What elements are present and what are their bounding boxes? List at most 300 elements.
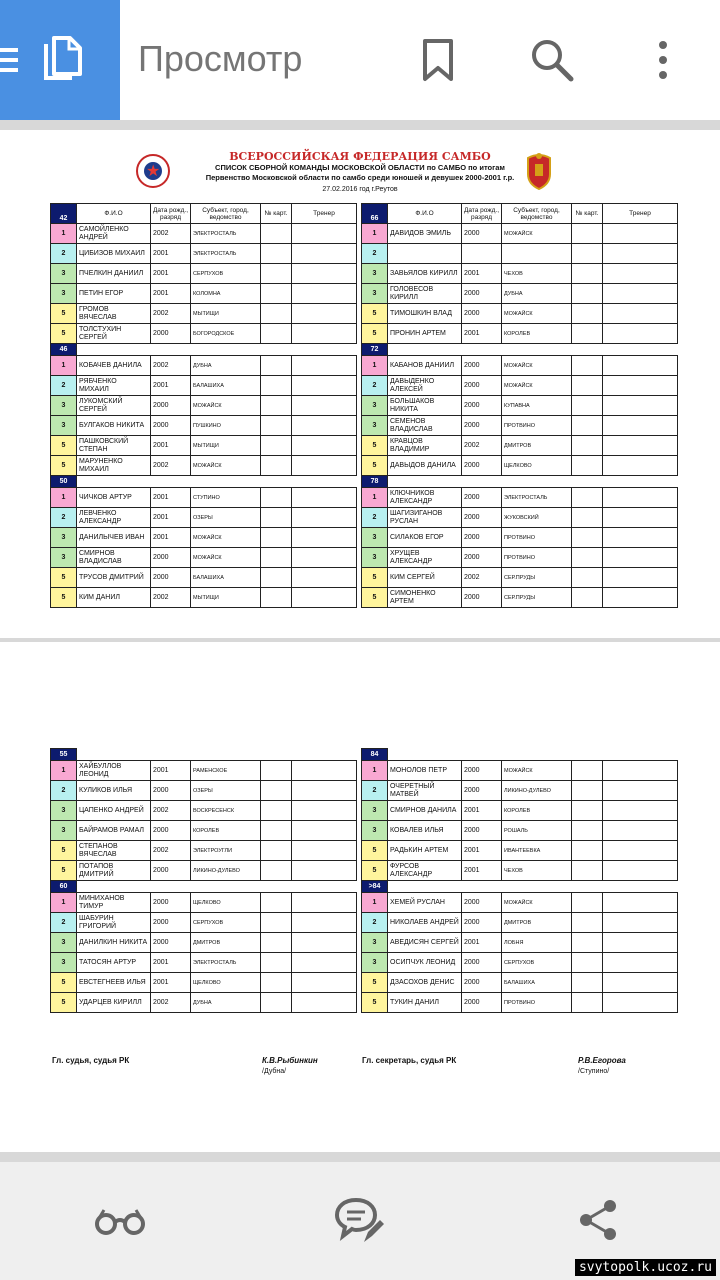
table-row bbox=[362, 893, 678, 913]
place-cell: 1 bbox=[362, 761, 388, 781]
athlete-name-cell: ЛУКОМСКИЙ СЕРГЕЙ bbox=[77, 396, 151, 416]
card-cell bbox=[572, 396, 603, 416]
table-row bbox=[51, 416, 357, 436]
place-cell: 1 bbox=[51, 356, 77, 376]
drawer-button-area[interactable] bbox=[0, 0, 120, 120]
city-cell: ПУШКИНО bbox=[191, 416, 261, 436]
table-row bbox=[362, 436, 678, 456]
birth-year-cell: 2001 bbox=[462, 801, 502, 821]
table-row bbox=[51, 953, 357, 973]
place-cell: 5 bbox=[51, 973, 77, 993]
city-cell: ПРОТВИНО bbox=[502, 548, 572, 568]
athlete-name-cell: КОВАЛЕВ ИЛЬЯ bbox=[388, 821, 462, 841]
birth-year-cell: 2002 bbox=[151, 993, 191, 1013]
athlete-name-cell: ЕВСТЕГНЕЕВ ИЛЬЯ bbox=[77, 973, 151, 993]
city-cell: БАЛАШИХА bbox=[502, 973, 572, 993]
city-cell: ДУБНА bbox=[191, 993, 261, 1013]
coach-cell bbox=[292, 264, 357, 284]
weight-class-label: 60 bbox=[51, 881, 77, 893]
card-cell bbox=[261, 861, 292, 881]
bookmark-icon[interactable] bbox=[422, 38, 454, 82]
column-header-subject: Субъект, город, ведомство bbox=[502, 204, 572, 224]
coach-cell bbox=[292, 893, 357, 913]
comment-edit-icon[interactable] bbox=[334, 1196, 386, 1246]
city-cell: МОЖАЙСК bbox=[502, 304, 572, 324]
column-header-dob: Дата рожд., разряд bbox=[462, 204, 502, 224]
coach-cell bbox=[292, 781, 357, 801]
weight-class-spacer bbox=[77, 749, 357, 761]
table-row bbox=[362, 953, 678, 973]
table-row bbox=[362, 416, 678, 436]
city-cell: ЖУКОВСКИЙ bbox=[502, 508, 572, 528]
app-bar bbox=[0, 0, 720, 120]
column-header-coach: Тренер bbox=[603, 204, 678, 224]
table-row bbox=[362, 396, 678, 416]
place-cell: 3 bbox=[51, 801, 77, 821]
column-header-coach: Тренер bbox=[292, 204, 357, 224]
city-cell: КОРОЛЕВ bbox=[502, 324, 572, 344]
card-cell bbox=[572, 528, 603, 548]
place-cell: 2 bbox=[51, 244, 77, 264]
athlete-name-cell: СМИРНОВ ВЛАДИСЛАВ bbox=[77, 548, 151, 568]
city-cell: ЛИКИНО-ДУЛЕВО bbox=[191, 861, 261, 881]
city-cell: БОГОРОДСКОЕ bbox=[191, 324, 261, 344]
judge-name: К.В.Рыбинкин bbox=[262, 1056, 318, 1065]
coach-cell bbox=[603, 324, 678, 344]
birth-year-cell: 2000 bbox=[462, 488, 502, 508]
document-page-2 bbox=[0, 642, 720, 1152]
place-cell: 1 bbox=[362, 224, 388, 244]
table-row bbox=[51, 821, 357, 841]
birth-year-cell: 2002 bbox=[151, 588, 191, 608]
weight-class-label: 50 bbox=[51, 476, 77, 488]
city-cell: МЫТИЩИ bbox=[191, 588, 261, 608]
athlete-name-cell: ПЧЕЛКИН ДАНИИЛ bbox=[77, 264, 151, 284]
athlete-name-cell: МАРУНЕНКО МИХАИЛ bbox=[77, 456, 151, 476]
card-cell bbox=[572, 781, 603, 801]
place-cell: 1 bbox=[51, 224, 77, 244]
card-cell bbox=[261, 264, 292, 284]
athlete-name-cell: ТОЛСТУХИН СЕРГЕЙ bbox=[77, 324, 151, 344]
card-cell bbox=[572, 893, 603, 913]
coach-cell bbox=[603, 224, 678, 244]
table-row bbox=[51, 356, 357, 376]
athlete-name-cell: ХРУЩЕВ АЛЕКСАНДР bbox=[388, 548, 462, 568]
card-cell bbox=[572, 356, 603, 376]
city-cell: СЕРПУХОВ bbox=[191, 913, 261, 933]
coach-cell bbox=[292, 861, 357, 881]
coach-cell bbox=[603, 548, 678, 568]
results-table-right-top bbox=[361, 203, 678, 608]
table-row bbox=[51, 508, 357, 528]
place-cell: 3 bbox=[51, 396, 77, 416]
place-cell: 2 bbox=[362, 781, 388, 801]
table-row bbox=[51, 893, 357, 913]
table-row bbox=[362, 913, 678, 933]
birth-year-cell: 2000 bbox=[462, 913, 502, 933]
card-cell bbox=[261, 528, 292, 548]
athlete-name-cell: КРАВЦОВ ВЛАДИМИР bbox=[388, 436, 462, 456]
glasses-icon[interactable] bbox=[94, 1206, 146, 1238]
birth-year-cell: 2000 bbox=[462, 356, 502, 376]
table-row bbox=[51, 264, 357, 284]
card-cell bbox=[261, 224, 292, 244]
secretary-city: /Ступино/ bbox=[578, 1068, 610, 1075]
bottom-action-bar bbox=[0, 1152, 720, 1280]
card-cell bbox=[261, 893, 292, 913]
place-cell: 3 bbox=[362, 396, 388, 416]
city-cell: КОЛОМНА bbox=[191, 284, 261, 304]
card-cell bbox=[261, 356, 292, 376]
birth-year-cell: 2000 bbox=[151, 548, 191, 568]
place-cell: 3 bbox=[362, 416, 388, 436]
coach-cell bbox=[603, 893, 678, 913]
search-icon[interactable] bbox=[530, 38, 574, 82]
coach-cell bbox=[292, 396, 357, 416]
place-cell: 1 bbox=[51, 761, 77, 781]
coach-cell bbox=[292, 761, 357, 781]
birth-year-cell: 2001 bbox=[151, 528, 191, 548]
weight-class-label: 55 bbox=[51, 749, 77, 761]
athlete-name-cell bbox=[388, 244, 462, 264]
coach-cell bbox=[292, 224, 357, 244]
column-header-fio: Ф.И.О bbox=[77, 204, 151, 224]
card-cell bbox=[261, 781, 292, 801]
athlete-name-cell: ШАБУРИН ГРИГОРИЙ bbox=[77, 913, 151, 933]
coach-cell bbox=[292, 376, 357, 396]
share-icon[interactable] bbox=[578, 1198, 618, 1242]
watermark: svytopolk.ucoz.ru bbox=[575, 1259, 716, 1276]
birth-year-cell: 2000 bbox=[151, 933, 191, 953]
city-cell: ДМИТРОВ bbox=[502, 913, 572, 933]
coach-cell bbox=[603, 781, 678, 801]
table-row bbox=[362, 933, 678, 953]
birth-year-cell: 2002 bbox=[462, 568, 502, 588]
birth-year-cell: 2002 bbox=[151, 356, 191, 376]
birth-year-cell: 2000 bbox=[462, 456, 502, 476]
table-row bbox=[362, 284, 678, 304]
card-cell bbox=[572, 416, 603, 436]
card-cell bbox=[261, 548, 292, 568]
city-cell: ДУБНА bbox=[502, 284, 572, 304]
birth-year-cell: 2000 bbox=[462, 821, 502, 841]
coach-cell bbox=[292, 324, 357, 344]
birth-year-cell: 2001 bbox=[151, 953, 191, 973]
city-cell: СЕР.ПРУДЫ bbox=[502, 568, 572, 588]
athlete-name-cell: ГОЛОВЕСОВ КИРИЛЛ bbox=[388, 284, 462, 304]
place-cell: 2 bbox=[362, 244, 388, 264]
coach-cell bbox=[292, 548, 357, 568]
card-cell bbox=[261, 588, 292, 608]
athlete-name-cell: ФУРСОВ АЛЕКСАНДР bbox=[388, 861, 462, 881]
table-row bbox=[51, 933, 357, 953]
card-cell bbox=[572, 264, 603, 284]
table-row bbox=[362, 264, 678, 284]
city-cell: ЭЛЕКТРОСТАЛЬ bbox=[502, 488, 572, 508]
table-row bbox=[51, 304, 357, 324]
card-cell bbox=[261, 913, 292, 933]
city-cell: РАМЕНСКОЕ bbox=[191, 761, 261, 781]
table-row bbox=[51, 528, 357, 548]
weight-class-label: 66 bbox=[362, 204, 388, 224]
athlete-name-cell: ГРОМОВ ВЯЧЕСЛАВ bbox=[77, 304, 151, 324]
place-cell: 3 bbox=[362, 548, 388, 568]
place-cell: 1 bbox=[51, 488, 77, 508]
athlete-name-cell: КИМ СЕРГЕЙ bbox=[388, 568, 462, 588]
city-cell: РОШАЛЬ bbox=[502, 821, 572, 841]
coach-cell bbox=[292, 284, 357, 304]
table-row bbox=[362, 861, 678, 881]
city-cell: ЭЛЕКТРОСТАЛЬ bbox=[191, 224, 261, 244]
city-cell: ИВАНТЕЕВКА bbox=[502, 841, 572, 861]
birth-year-cell bbox=[462, 244, 502, 264]
city-cell: МОЖАЙСК bbox=[502, 224, 572, 244]
table-row bbox=[51, 861, 357, 881]
weight-class-row bbox=[362, 204, 678, 224]
table-row bbox=[362, 821, 678, 841]
card-cell bbox=[572, 933, 603, 953]
coach-cell bbox=[603, 456, 678, 476]
table-row bbox=[362, 528, 678, 548]
table-row bbox=[51, 801, 357, 821]
place-cell: 1 bbox=[362, 893, 388, 913]
athlete-name-cell: СЕМЕНОВ ВЛАДИСЛАВ bbox=[388, 416, 462, 436]
birth-year-cell: 2000 bbox=[151, 416, 191, 436]
place-cell: 5 bbox=[51, 993, 77, 1013]
city-cell: ЭЛЕКТРОУГЛИ bbox=[191, 841, 261, 861]
city-cell: СЕРПУХОВ bbox=[191, 264, 261, 284]
athlete-name-cell: ПАШКОВСКИЙ СТЕПАН bbox=[77, 436, 151, 456]
table-row bbox=[51, 588, 357, 608]
weight-class-spacer bbox=[77, 881, 357, 893]
coach-cell bbox=[603, 568, 678, 588]
place-cell: 5 bbox=[51, 861, 77, 881]
column-header-subject: Субъект, город, ведомство bbox=[191, 204, 261, 224]
card-cell bbox=[261, 953, 292, 973]
card-cell bbox=[572, 324, 603, 344]
athlete-name-cell: САМОЙЛЕНКО АНДРЕЙ bbox=[77, 224, 151, 244]
place-cell: 2 bbox=[362, 913, 388, 933]
athlete-name-cell: ОЧЕРЕТНЫЙ МАТВЕЙ bbox=[388, 781, 462, 801]
birth-year-cell: 2000 bbox=[151, 568, 191, 588]
athlete-name-cell: ТУКИН ДАНИЛ bbox=[388, 993, 462, 1013]
competition-title: Первенство Московской области по самбо среди юношей и девушек 2000-2001 г.р. bbox=[205, 173, 515, 182]
birth-year-cell: 2000 bbox=[151, 893, 191, 913]
card-cell bbox=[572, 861, 603, 881]
card-cell bbox=[572, 801, 603, 821]
city-cell: ДМИТРОВ bbox=[191, 933, 261, 953]
card-cell bbox=[572, 284, 603, 304]
birth-year-cell: 2000 bbox=[462, 548, 502, 568]
more-vert-icon[interactable] bbox=[656, 40, 670, 80]
place-cell: 3 bbox=[51, 548, 77, 568]
athlete-name-cell: ЗАВЬЯЛОВ КИРИЛЛ bbox=[388, 264, 462, 284]
athlete-name-cell: УДАРЦЕВ КИРИЛЛ bbox=[77, 993, 151, 1013]
table-row bbox=[51, 224, 357, 244]
athlete-name-cell: РЯБЧЕНКО МИХАИЛ bbox=[77, 376, 151, 396]
birth-year-cell: 2001 bbox=[151, 244, 191, 264]
place-cell: 5 bbox=[362, 861, 388, 881]
weight-class-row bbox=[51, 881, 357, 893]
secretary-name: Р.В.Егорова bbox=[578, 1056, 626, 1065]
birth-year-cell: 2000 bbox=[462, 304, 502, 324]
birth-year-cell: 2001 bbox=[462, 933, 502, 953]
birth-year-cell: 2001 bbox=[151, 508, 191, 528]
city-cell: МЫТИЩИ bbox=[191, 436, 261, 456]
athlete-name-cell: КИМ ДАНИЛ bbox=[77, 588, 151, 608]
birth-year-cell: 2000 bbox=[151, 396, 191, 416]
card-cell bbox=[572, 508, 603, 528]
birth-year-cell: 2001 bbox=[151, 436, 191, 456]
menu-icon[interactable] bbox=[0, 46, 20, 74]
birth-year-cell: 2001 bbox=[462, 861, 502, 881]
coach-cell bbox=[603, 973, 678, 993]
place-cell: 2 bbox=[362, 376, 388, 396]
sambo-logo: ★ bbox=[136, 154, 170, 188]
table-row bbox=[51, 913, 357, 933]
coach-cell bbox=[292, 568, 357, 588]
card-cell bbox=[261, 821, 292, 841]
place-cell: 5 bbox=[362, 568, 388, 588]
card-cell bbox=[572, 488, 603, 508]
birth-year-cell: 2002 bbox=[151, 456, 191, 476]
card-cell bbox=[261, 508, 292, 528]
weight-class-row bbox=[51, 749, 357, 761]
athlete-name-cell: ЦИБИЗОВ МИХАИЛ bbox=[77, 244, 151, 264]
divider bbox=[0, 120, 720, 130]
birth-year-cell: 2000 bbox=[462, 508, 502, 528]
table-row bbox=[51, 841, 357, 861]
coach-cell bbox=[603, 376, 678, 396]
athlete-name-cell: КЛЮЧНИКОВ АЛЕКСАНДР bbox=[388, 488, 462, 508]
birth-year-cell: 2001 bbox=[151, 973, 191, 993]
birth-year-cell: 2001 bbox=[151, 264, 191, 284]
table-row bbox=[362, 761, 678, 781]
coach-cell bbox=[292, 933, 357, 953]
place-cell: 5 bbox=[362, 304, 388, 324]
document-page-1 bbox=[0, 130, 720, 638]
place-cell: 3 bbox=[51, 284, 77, 304]
city-cell: СЕРПУХОВ bbox=[502, 953, 572, 973]
place-cell: 5 bbox=[51, 324, 77, 344]
city-cell: ОЗЕРЫ bbox=[191, 781, 261, 801]
place-cell: 2 bbox=[51, 913, 77, 933]
card-cell bbox=[261, 973, 292, 993]
city-cell: ДМИТРОВ bbox=[502, 436, 572, 456]
birth-year-cell: 2000 bbox=[462, 761, 502, 781]
table-row bbox=[362, 244, 678, 264]
city-cell: ЛОБНЯ bbox=[502, 933, 572, 953]
city-cell: МЫТИЩИ bbox=[191, 304, 261, 324]
athlete-name-cell: ДАВИДОВ ЭМИЛЬ bbox=[388, 224, 462, 244]
weight-class-row bbox=[362, 476, 678, 488]
card-cell bbox=[261, 993, 292, 1013]
federation-title: ВСЕРОССИЙСКАЯ ФЕДЕРАЦИЯ САМБО bbox=[229, 150, 491, 163]
place-cell: 1 bbox=[362, 488, 388, 508]
card-cell bbox=[261, 456, 292, 476]
place-cell: 1 bbox=[362, 356, 388, 376]
athlete-name-cell: СМИРНОВ ДАНИЛА bbox=[388, 801, 462, 821]
weight-class-spacer bbox=[388, 749, 678, 761]
birth-year-cell: 2000 bbox=[462, 528, 502, 548]
place-cell: 5 bbox=[51, 456, 77, 476]
coach-cell bbox=[603, 244, 678, 264]
table-row bbox=[51, 761, 357, 781]
table-row bbox=[362, 973, 678, 993]
city-cell: ЛИКИНО-ДУЛЕВО bbox=[502, 781, 572, 801]
place-cell: 5 bbox=[362, 841, 388, 861]
city-cell: ОЗЕРЫ bbox=[191, 508, 261, 528]
card-cell bbox=[572, 224, 603, 244]
table-row bbox=[51, 456, 357, 476]
weight-class-spacer bbox=[77, 344, 357, 356]
place-cell: 2 bbox=[362, 508, 388, 528]
place-cell: 3 bbox=[362, 264, 388, 284]
athlete-name-cell: КОБАЧЕВ ДАНИЛА bbox=[77, 356, 151, 376]
place-cell: 3 bbox=[51, 933, 77, 953]
birth-year-cell: 2000 bbox=[151, 913, 191, 933]
weight-class-label: 84 bbox=[362, 749, 388, 761]
table-row bbox=[51, 284, 357, 304]
table-row bbox=[362, 324, 678, 344]
card-cell bbox=[572, 588, 603, 608]
weight-class-row bbox=[51, 476, 357, 488]
athlete-name-cell: КАБАНОВ ДАНИИЛ bbox=[388, 356, 462, 376]
city-cell: МОЖАЙСК bbox=[502, 761, 572, 781]
table-row bbox=[51, 488, 357, 508]
table-row bbox=[51, 436, 357, 456]
card-cell bbox=[572, 304, 603, 324]
card-cell bbox=[572, 973, 603, 993]
city-cell: КОРОЛЕВ bbox=[502, 801, 572, 821]
coach-cell bbox=[603, 508, 678, 528]
coach-cell bbox=[292, 488, 357, 508]
city-cell: МОЖАЙСК bbox=[502, 376, 572, 396]
birth-year-cell: 2001 bbox=[462, 841, 502, 861]
card-cell bbox=[572, 376, 603, 396]
place-cell: 2 bbox=[51, 781, 77, 801]
weight-class-spacer bbox=[388, 881, 678, 893]
weight-class-label: 78 bbox=[362, 476, 388, 488]
place-cell: 5 bbox=[51, 568, 77, 588]
card-cell bbox=[572, 761, 603, 781]
place-cell: 2 bbox=[51, 376, 77, 396]
athlete-name-cell: ШАГИЗИГАНОВ РУСЛАН bbox=[388, 508, 462, 528]
city-cell: ПРОТВИНО bbox=[502, 993, 572, 1013]
coach-cell bbox=[603, 396, 678, 416]
athlete-name-cell: ПЕТИН ЕГОР bbox=[77, 284, 151, 304]
place-cell: 3 bbox=[362, 528, 388, 548]
place-cell: 5 bbox=[362, 324, 388, 344]
athlete-name-cell: ОСИПЧУК ЛЕОНИД bbox=[388, 953, 462, 973]
coach-cell bbox=[292, 993, 357, 1013]
place-cell: 5 bbox=[362, 973, 388, 993]
card-cell bbox=[261, 304, 292, 324]
table-row bbox=[362, 356, 678, 376]
birth-year-cell: 2002 bbox=[151, 304, 191, 324]
city-cell: ЭЛЕКТРОСТАЛЬ bbox=[191, 244, 261, 264]
birth-year-cell: 2000 bbox=[462, 781, 502, 801]
table-row bbox=[362, 568, 678, 588]
birth-year-cell: 2000 bbox=[462, 396, 502, 416]
column-header-dob: Дата рожд., разряд bbox=[151, 204, 191, 224]
coach-cell bbox=[603, 436, 678, 456]
card-cell bbox=[572, 993, 603, 1013]
weight-class-spacer bbox=[388, 344, 678, 356]
coach-cell bbox=[603, 356, 678, 376]
card-cell bbox=[572, 841, 603, 861]
copy-icon[interactable] bbox=[40, 36, 84, 84]
